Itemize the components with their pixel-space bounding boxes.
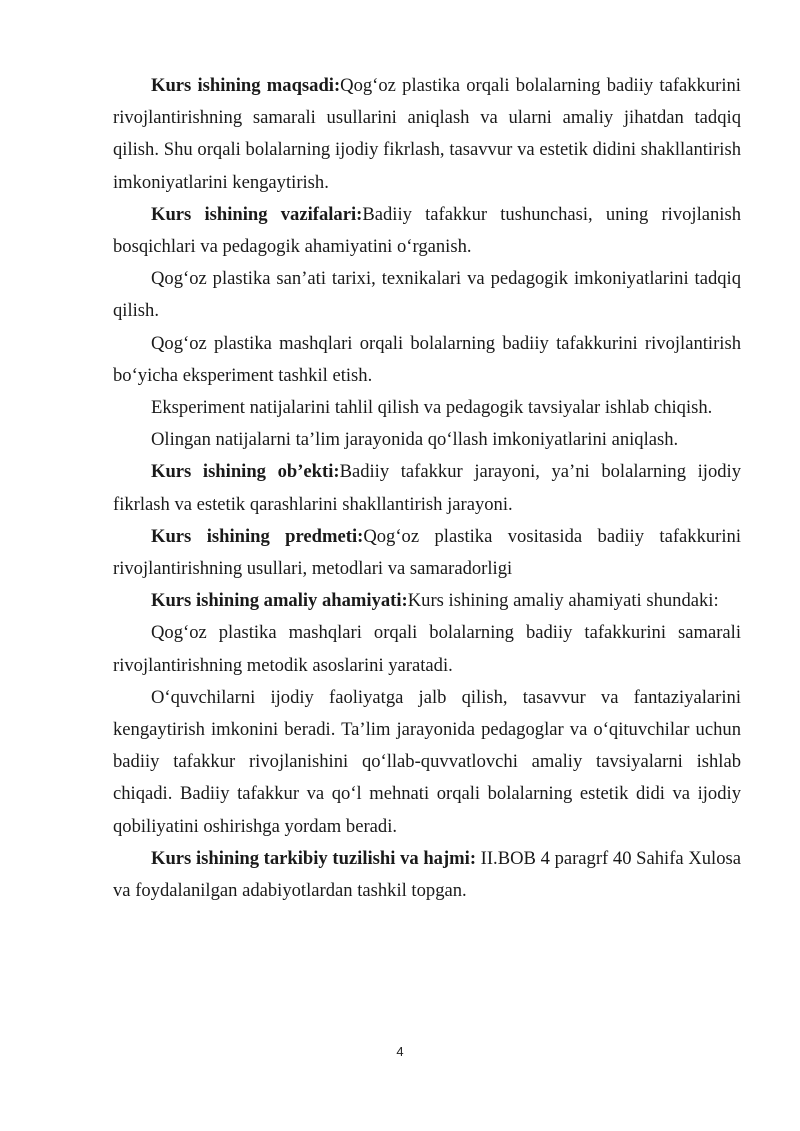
paragraph-task-item (113, 424, 741, 456)
paragraph-heading: Kurs ishining amaliy ahamiyati: (151, 590, 408, 612)
paragraph-heading: Kurs ishining vazifalari: (151, 203, 363, 225)
paragraph-structure (113, 843, 741, 907)
paragraph-text: Qog‘oz plastika orqali bolalarning badiiy tafakkurini rivojlantirishning samarali usullarini aniqlash va ularni amaliy jihatdan tadqiq qilish. Shu orqali bolalarning ijodiy fikrlash, tasavvur va estetik didini shakllantirish imkoniyatlarini kengaytirish. (113, 75, 741, 193)
paragraph-text: II.BOB 4 paragrf 40 Sahifa Xulosa va foydalanilgan adabiyotlardan tashkil topgan. (113, 847, 741, 902)
paragraph-significance-item (113, 617, 741, 681)
paragraph-object (113, 456, 741, 520)
paragraph-text: Qog‘oz plastika mashqlari orqali bolalarning badiiy tafakkurini samarali rivojlantirishning metodik asoslarini yaratadi. (113, 622, 741, 676)
paragraph-text: Badiiy tafakkur jarayoni, ya’ni bolalarning ijodiy fikrlash va estetik qarashlarini shakllantirish jarayoni. (113, 461, 742, 515)
document-body (113, 70, 741, 907)
paragraph-heading: Kurs ishining predmeti: (151, 525, 364, 547)
page-number: 4 (396, 1044, 404, 1059)
paragraph-text: Olingan natijalarni ta’lim jarayonida qo‘llash imkoniyatlarini aniqlash. (151, 429, 679, 451)
paragraph-heading: Kurs ishining ob’ekti: (151, 461, 340, 483)
paragraph-goal (113, 70, 741, 199)
paragraph-text: Badiiy tafakkur tushunchasi, uning rivojlanish bosqichlari va pedagogik ahamiyatini o‘rganish. (113, 203, 741, 258)
paragraph-text: O‘quvchilarni ijodiy faoliyatga jalb qilish, tasavvur va fantaziyalarini kengaytirish imkonini beradi. Ta’lim jarayonida pedagoglar va o‘qituvchilar uchun badiiy tafakkur rivojlanishini qo‘llab-quvvatlovchi amaliy tavsiyalarni ishlab chiqadi. Badiiy tafakkur va qo‘l mehnati orqali bolalarning estetik didi va ijodiy qobiliyatini oshirishga yordam beradi. (113, 686, 741, 837)
paragraph-tasks (113, 199, 741, 263)
paragraph-significance-item (113, 682, 741, 843)
paragraph-heading: Kurs ishining tarkibiy tuzilishi va hajmi: (151, 847, 477, 869)
paragraph-text: Qog‘oz plastika mashqlari orqali bolalarning badiiy tafakkurini rivojlantirish bo‘yicha eksperiment tashkil etish. (113, 332, 741, 386)
paragraph-text: Qog‘oz plastika vositasida badiiy tafakkurini rivojlantirishning usullari, metodlari va samaradorligi (113, 525, 741, 580)
paragraph-task-item (113, 328, 741, 392)
paragraph-task-item (113, 392, 741, 424)
paragraph-text: Qog‘oz plastika san’ati tarixi, texnikalari va pedagogik imkoniyatlarini tadqiq qilish. (113, 268, 741, 322)
paragraph-task-item (113, 263, 741, 327)
paragraph-text: Kurs ishining amaliy ahamiyati shundaki: (407, 590, 719, 612)
paragraph-subject (113, 521, 741, 585)
paragraph-practical-significance (113, 585, 741, 617)
paragraph-heading: Kurs ishining maqsadi: (151, 75, 341, 96)
paragraph-text: Eksperiment natijalarini tahlil qilish va pedagogik tavsiyalar ishlab chiqish. (151, 397, 713, 419)
